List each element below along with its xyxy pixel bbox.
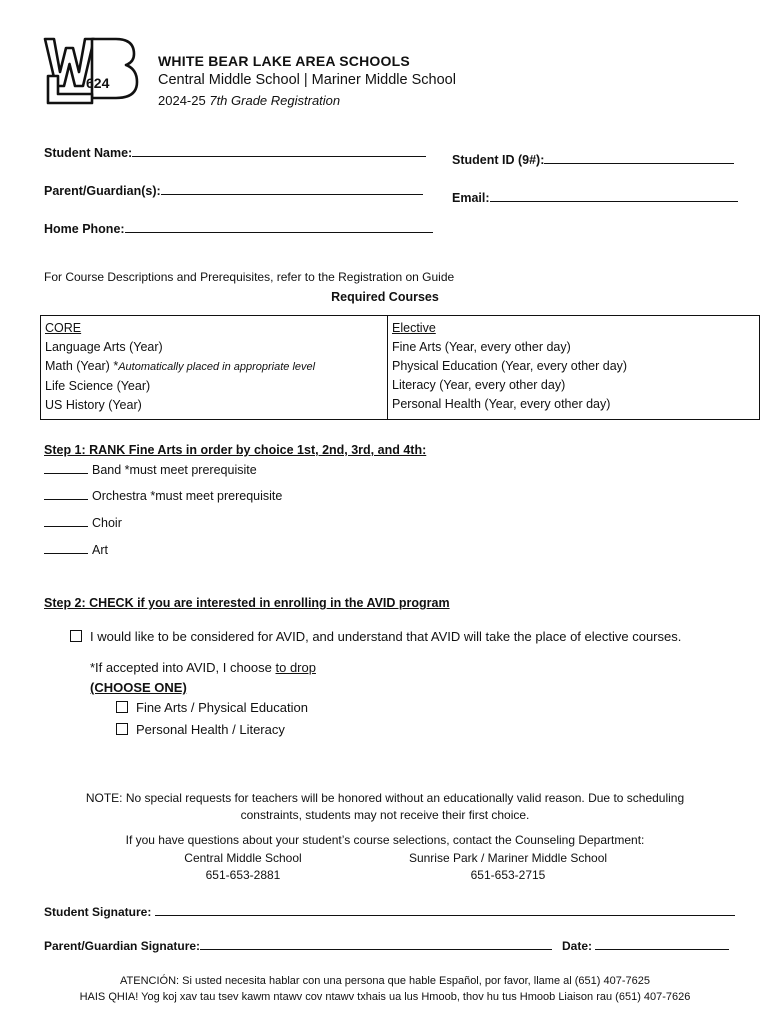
date-field[interactable] — [562, 938, 729, 953]
elective-course: Physical Education (Year, every other day) — [392, 359, 628, 373]
guide-note: For Course Descriptions and Prerequisites, refer to the Registration on Guide — [44, 270, 455, 284]
registration-title — [158, 93, 340, 108]
email-label: Email: — [452, 191, 490, 205]
rank-art[interactable]: Art — [44, 542, 108, 557]
grade-registration: 7th Grade Registration — [209, 93, 341, 108]
elective-course: Personal Health (Year, every other day) — [392, 397, 611, 411]
health-literacy-checkbox[interactable] — [116, 723, 128, 735]
rank-blank[interactable] — [44, 462, 88, 474]
contact-phone2: 651-653-2715 — [470, 868, 546, 882]
student-signature-field[interactable] — [44, 904, 735, 919]
contact-school2: Sunrise Park / Mariner Middle School — [408, 851, 608, 865]
email-field[interactable] — [452, 190, 738, 205]
footer-hmong: HAIS QHIA! Yog koj xav tau tsev kawm ntawv cov ntawv txhais ua lus Hmoob, thov hu tus Hmoob Liaison rau (651) 407-7626 — [79, 991, 691, 1003]
rank-band[interactable]: Band *must meet prerequisite — [44, 462, 257, 477]
rank-choir[interactable]: Choir — [44, 515, 122, 530]
date-label: Date: — [562, 939, 593, 953]
core-course-math: Math (Year) *Automatically placed in appropriate level — [45, 359, 316, 373]
home-phone-label: Home Phone: — [44, 222, 125, 236]
rank-orchestra[interactable]: Orchestra *must meet prerequisite — [44, 488, 282, 503]
drop-option-fine-arts[interactable]: Fine Arts / Physical Education — [116, 700, 308, 715]
elective-course: Fine Arts (Year, every other day) — [392, 340, 571, 354]
avid-drop-note: *If accepted into AVID, I choose to drop — [90, 660, 316, 675]
district-name: WHITE BEAR LAKE AREA SCHOOLS — [158, 53, 410, 69]
rank-blank[interactable] — [44, 515, 88, 527]
schools-line: Central Middle School | Mariner Middle School — [158, 72, 456, 88]
math-placement-note: Automatically placed in appropriate level — [118, 361, 316, 373]
student-name-field[interactable] — [44, 145, 426, 160]
fine-arts-pe-checkbox[interactable] — [116, 701, 128, 713]
avid-option[interactable]: I would like to be considered for AVID, and understand that AVID will take the place of elective courses. — [70, 629, 681, 644]
logo-number: 624 — [86, 75, 110, 91]
district-logo — [42, 36, 142, 106]
parent-signature-label: Parent/Guardian Signature: — [44, 939, 201, 953]
rank-blank[interactable] — [44, 488, 88, 500]
core-course: US History (Year) — [45, 398, 142, 412]
elective-header: Elective — [392, 321, 436, 335]
contact-intro: If you have questions about your student’s course selections, contact the Counseling Department: — [125, 833, 645, 847]
step2-title: Step 2: CHECK if you are interested in enrolling in the AVID program — [44, 596, 450, 610]
student-id-label: Student ID (9#): — [452, 153, 545, 167]
elective-cell — [388, 316, 760, 420]
core-course: Life Science (Year) — [45, 379, 151, 393]
parent-signature-field[interactable] — [44, 938, 552, 953]
core-cell — [41, 316, 388, 420]
required-courses-table — [40, 315, 760, 420]
parent-guardian-field[interactable] — [44, 183, 423, 198]
note-line1: NOTE: No special requests for teachers will be honored without an educationally valid reason. Due to scheduling — [85, 791, 685, 805]
elective-course: Literacy (Year, every other day) — [392, 378, 566, 392]
avid-checkbox[interactable] — [70, 630, 82, 642]
step1-title: Step 1: RANK Fine Arts in order by choice 1st, 2nd, 3rd, and 4th: — [44, 443, 427, 457]
footer-spanish: ATENCIÓN: Si usted necesita hablar con una persona que hable Español, por favor, llame al (651) 407-7625 — [120, 975, 650, 987]
core-course: Language Arts (Year) — [45, 340, 163, 354]
to-drop: to drop — [275, 660, 316, 675]
student-signature-label: Student Signature: — [44, 905, 152, 919]
drop-option-health[interactable]: Personal Health / Literacy — [116, 722, 285, 737]
note-line2: constraints, students may not receive their first choice. — [240, 808, 530, 822]
student-name-label: Student Name: — [44, 146, 133, 160]
rank-blank[interactable] — [44, 542, 88, 554]
choose-one: (CHOOSE ONE) — [90, 680, 187, 695]
home-phone-field[interactable] — [44, 221, 433, 236]
contact-school1: Central Middle School — [184, 851, 302, 865]
core-header: CORE — [45, 321, 82, 335]
contact-phone1: 651-653-2881 — [205, 868, 281, 882]
required-courses-title: Required Courses — [331, 290, 439, 304]
parent-guardian-label: Parent/Guardian(s): — [44, 184, 161, 198]
school-year: 2024-25 — [158, 93, 206, 108]
student-id-field[interactable] — [452, 152, 734, 167]
